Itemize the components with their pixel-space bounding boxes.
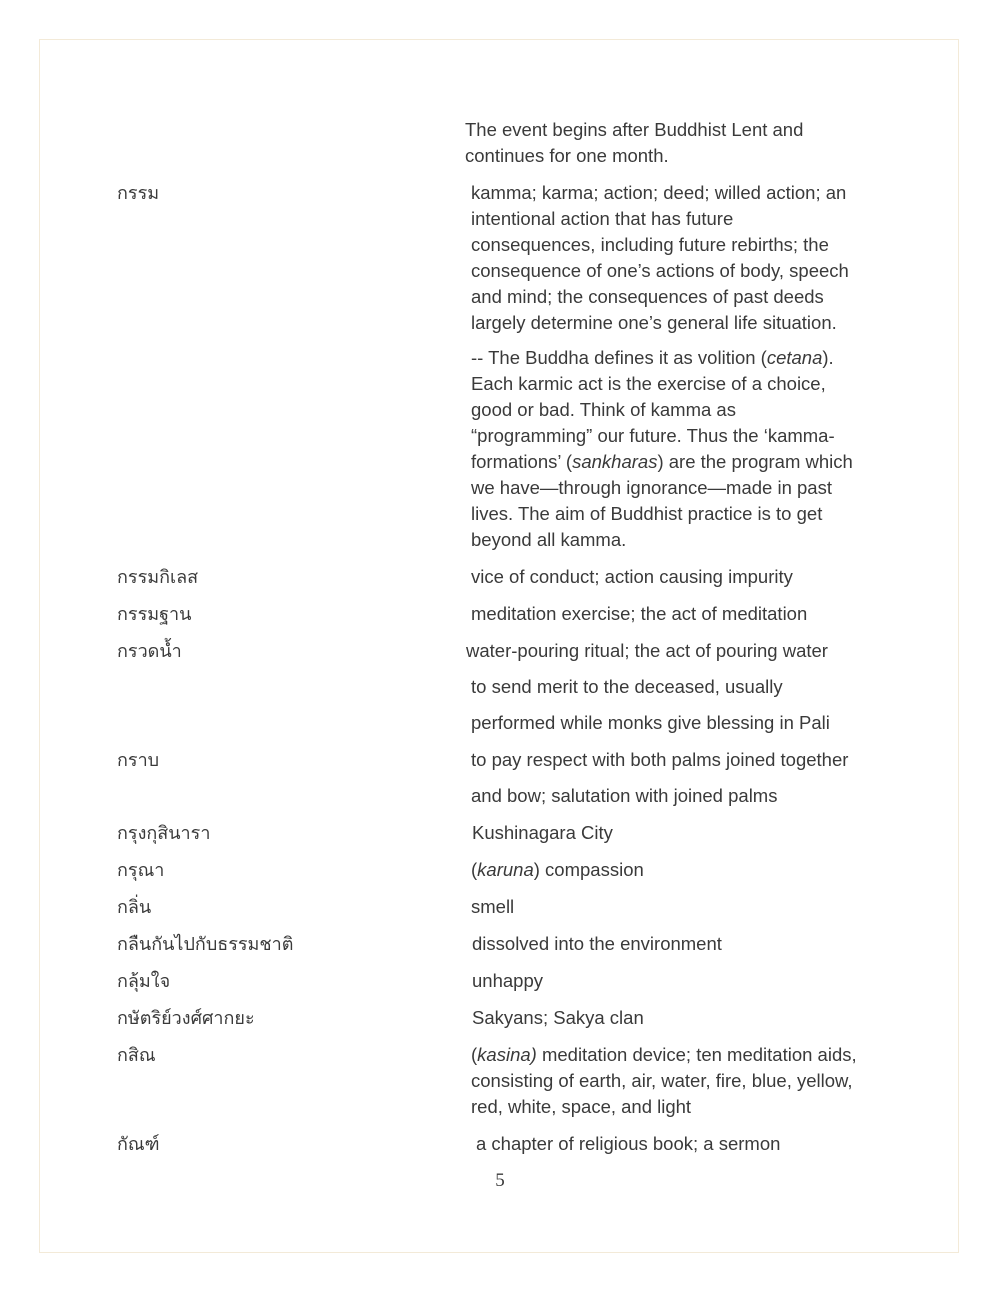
definition-line: red, white, space, and light <box>471 1096 692 1117</box>
note-line: -- The Buddha defines it as volition (cetana). <box>471 347 834 368</box>
glossary-term: กรรมฐาน <box>117 604 192 624</box>
note-line: lives. The aim of Buddhist practice is to get <box>471 503 823 524</box>
page-number: 5 <box>495 1170 505 1191</box>
definition-line: and mind; the consequences of past deeds <box>471 286 824 307</box>
glossary-term: กษัตริย์วงศ์ศากยะ <box>117 1008 255 1028</box>
note-line: we have—through ignorance—made in past <box>471 477 832 498</box>
glossary-term: กรุงกุสินารา <box>117 823 211 843</box>
definition-line: a chapter of religious book; a sermon <box>476 1133 781 1154</box>
definition-line: performed while monks give blessing in Pali <box>471 712 830 733</box>
definition-line: Sakyans; Sakya clan <box>472 1007 644 1028</box>
definition-line: meditation exercise; the act of meditation <box>471 603 808 624</box>
note-line: beyond all kamma. <box>471 529 627 550</box>
definition-line: smell <box>471 896 515 917</box>
glossary-term: กลิ่น <box>117 897 152 917</box>
glossary-term: กลุ้มใจ <box>117 971 171 991</box>
definition-line: to pay respect with both palms joined together <box>471 749 849 770</box>
definition-line: consisting of earth, air, water, fire, blue, yellow, <box>471 1070 853 1091</box>
note-line: good or bad. Think of kamma as <box>471 399 736 420</box>
glossary-term: กรวดน้ำ <box>117 641 182 661</box>
glossary-term: กัณฑ์ <box>117 1134 160 1154</box>
definition-line: consequences, including future rebirths; the <box>471 234 829 255</box>
definition-line: and bow; salutation with joined palms <box>471 785 778 806</box>
glossary-term: กลืนกันไปกับธรรมชาติ <box>117 934 294 954</box>
definition-line: vice of conduct; action causing impurity <box>471 566 793 587</box>
definition-line: to send merit to the deceased, usually <box>471 676 783 697</box>
definition-line: intentional action that has future <box>471 208 734 229</box>
note-line: Each karmic act is the exercise of a choice, <box>471 373 826 394</box>
glossary-term: กรรมกิเลส <box>117 567 199 587</box>
intro-line-1: The event begins after Buddhist Lent and <box>465 119 804 140</box>
definition-line: kamma; karma; action; deed; willed action; an <box>471 182 847 203</box>
definition-line: Kushinagara City <box>472 822 613 843</box>
intro-line-2: continues for one month. <box>465 145 669 166</box>
glossary-term: กสิณ <box>117 1045 156 1065</box>
definition-line: dissolved into the environment <box>472 933 722 954</box>
glossary-term: กรุณา <box>117 860 165 880</box>
glossary-term: กราบ <box>117 750 160 770</box>
definition-line: unhappy <box>472 970 543 991</box>
definition-line: (karuna) compassion <box>471 859 644 880</box>
definition-line: water-pouring ritual; the act of pouring water <box>466 640 828 661</box>
glossary-term: กรรม <box>117 183 160 203</box>
note-line: “programming” our future. Thus the ‘kamma- <box>471 425 835 446</box>
definition-line: (kasina) meditation device; ten meditation aids, <box>471 1044 857 1065</box>
note-line: formations’ (sankharas) are the program which <box>471 451 853 472</box>
definition-line: consequence of one’s actions of body, speech <box>471 260 849 281</box>
definition-line: largely determine one’s general life situation. <box>471 312 837 333</box>
